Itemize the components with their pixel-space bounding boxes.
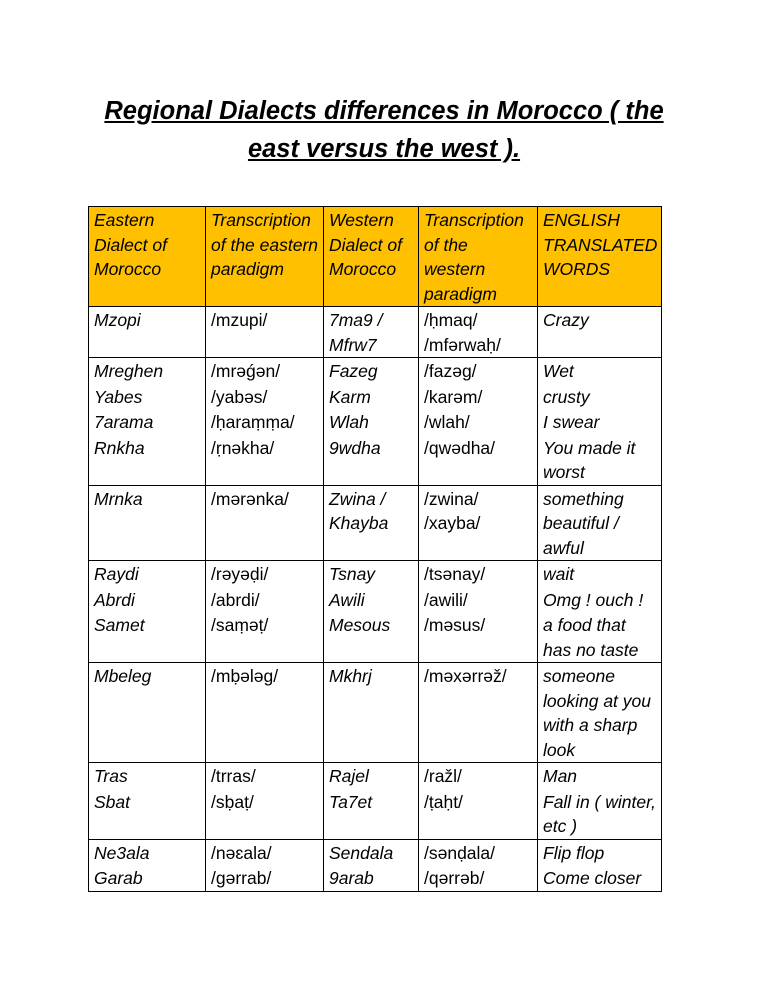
cell-eastern-word: Garab <box>89 865 206 891</box>
table-row <box>89 409 662 435</box>
cell-eastern-transcription: /ṛnəkha/ <box>206 435 324 486</box>
cell-english-word: Fall in ( winter, etc ) <box>538 789 662 840</box>
table-row <box>89 358 662 384</box>
table-row <box>89 789 662 840</box>
cell-western-transcription: /awili/ <box>419 587 538 613</box>
cell-eastern-word: Abrdi <box>89 587 206 613</box>
cell-eastern-word: Rnkha <box>89 435 206 486</box>
table-row <box>89 307 662 358</box>
cell-english-word: something beautiful / awful <box>538 485 662 561</box>
cell-english-word: Wet <box>538 358 662 384</box>
cell-eastern-transcription: /mzupi/ <box>206 307 324 358</box>
cell-western-word: Awili <box>324 587 419 613</box>
cell-english-word: Man <box>538 763 662 789</box>
cell-english-word: You made it worst <box>538 435 662 486</box>
cell-eastern-transcription: /trras/ <box>206 763 324 789</box>
table-row <box>89 587 662 613</box>
cell-english-word: crusty <box>538 384 662 410</box>
cell-western-word: Karm <box>324 384 419 410</box>
table-row <box>89 561 662 587</box>
cell-eastern-word: Mzopi <box>89 307 206 358</box>
cell-english-word: Crazy <box>538 307 662 358</box>
cell-western-word: 9arab <box>324 865 419 891</box>
cell-eastern-word: 7arama <box>89 409 206 435</box>
cell-western-word: Fazeg <box>324 358 419 384</box>
cell-english-word: wait <box>538 561 662 587</box>
header-eastern-transcription: Transcription of the eastern paradigm <box>206 207 324 307</box>
cell-english-word: someone looking at you with a sharp look <box>538 663 662 763</box>
cell-western-transcription: /qwədha/ <box>419 435 538 486</box>
cell-eastern-word: Samet <box>89 612 206 663</box>
cell-eastern-word: Mrnka <box>89 485 206 561</box>
cell-western-transcription: /ḥmaq/ /mfərwaḥ/ <box>419 307 538 358</box>
header-western-dialect: Western Dialect of Morocco <box>324 207 419 307</box>
dialect-table <box>88 206 662 892</box>
table-row <box>89 663 662 763</box>
cell-eastern-transcription: /sḅaṭ/ <box>206 789 324 840</box>
table-header-row <box>89 207 662 307</box>
header-eastern-dialect: Eastern Dialect of Morocco <box>89 207 206 307</box>
cell-western-word: Zwina / Khayba <box>324 485 419 561</box>
table-row <box>89 763 662 789</box>
cell-eastern-transcription: /mḅələg/ <box>206 663 324 763</box>
cell-western-transcription: /ražl/ <box>419 763 538 789</box>
cell-western-transcription: /zwina/ /xayba/ <box>419 485 538 561</box>
cell-eastern-word: Mreghen <box>89 358 206 384</box>
table-row <box>89 485 662 561</box>
cell-eastern-word: Mbeleg <box>89 663 206 763</box>
cell-western-transcription: /wlah/ <box>419 409 538 435</box>
cell-western-transcription: /tsənay/ <box>419 561 538 587</box>
cell-western-transcription: /sənḍala/ <box>419 839 538 865</box>
cell-western-word: 7ma9 / Mfrw7 <box>324 307 419 358</box>
header-western-transcription: Transcription of the western paradigm <box>419 207 538 307</box>
cell-eastern-transcription: /gərrab/ <box>206 865 324 891</box>
cell-western-transcription: /qərrəb/ <box>419 865 538 891</box>
cell-western-word: Tsnay <box>324 561 419 587</box>
table-row <box>89 435 662 486</box>
cell-western-word: 9wdha <box>324 435 419 486</box>
cell-western-transcription: /məxərrəž/ <box>419 663 538 763</box>
cell-eastern-transcription: /abrdi/ <box>206 587 324 613</box>
table-row <box>89 865 662 891</box>
cell-western-word: Wlah <box>324 409 419 435</box>
cell-eastern-word: Yabes <box>89 384 206 410</box>
cell-western-transcription: /məsus/ <box>419 612 538 663</box>
cell-eastern-transcription: /saṃəṭ/ <box>206 612 324 663</box>
cell-english-word: I swear <box>538 409 662 435</box>
cell-western-transcription: /ṭaḥt/ <box>419 789 538 840</box>
cell-eastern-transcription: /rəyəḍi/ <box>206 561 324 587</box>
table-row <box>89 612 662 663</box>
cell-eastern-word: Raydi <box>89 561 206 587</box>
cell-english-word: a food that has no taste <box>538 612 662 663</box>
cell-english-word: Omg ! ouch ! <box>538 587 662 613</box>
cell-eastern-word: Ne3ala <box>89 839 206 865</box>
header-english-words: ENGLISH TRANSLATED WORDS <box>538 207 662 307</box>
cell-eastern-transcription: /mrəǵən/ <box>206 358 324 384</box>
cell-western-word: Rajel <box>324 763 419 789</box>
cell-eastern-transcription: /mərənka/ <box>206 485 324 561</box>
cell-english-word: Come closer <box>538 865 662 891</box>
cell-english-word: Flip flop <box>538 839 662 865</box>
cell-western-word: Mkhrj <box>324 663 419 763</box>
cell-eastern-word: Tras <box>89 763 206 789</box>
cell-eastern-transcription: /ḥaraṃṃa/ <box>206 409 324 435</box>
cell-eastern-word: Sbat <box>89 789 206 840</box>
cell-eastern-transcription: /yabəs/ <box>206 384 324 410</box>
table-row <box>89 384 662 410</box>
cell-western-word: Mesous <box>324 612 419 663</box>
cell-western-transcription: /karəm/ <box>419 384 538 410</box>
table-row <box>89 839 662 865</box>
cell-western-word: Ta7et <box>324 789 419 840</box>
cell-western-transcription: /fazəg/ <box>419 358 538 384</box>
cell-western-word: Sendala <box>324 839 419 865</box>
page-title: Regional Dialects differences in Morocco ( the east versus the west ). <box>104 97 664 163</box>
cell-eastern-transcription: /nəɛala/ <box>206 839 324 865</box>
